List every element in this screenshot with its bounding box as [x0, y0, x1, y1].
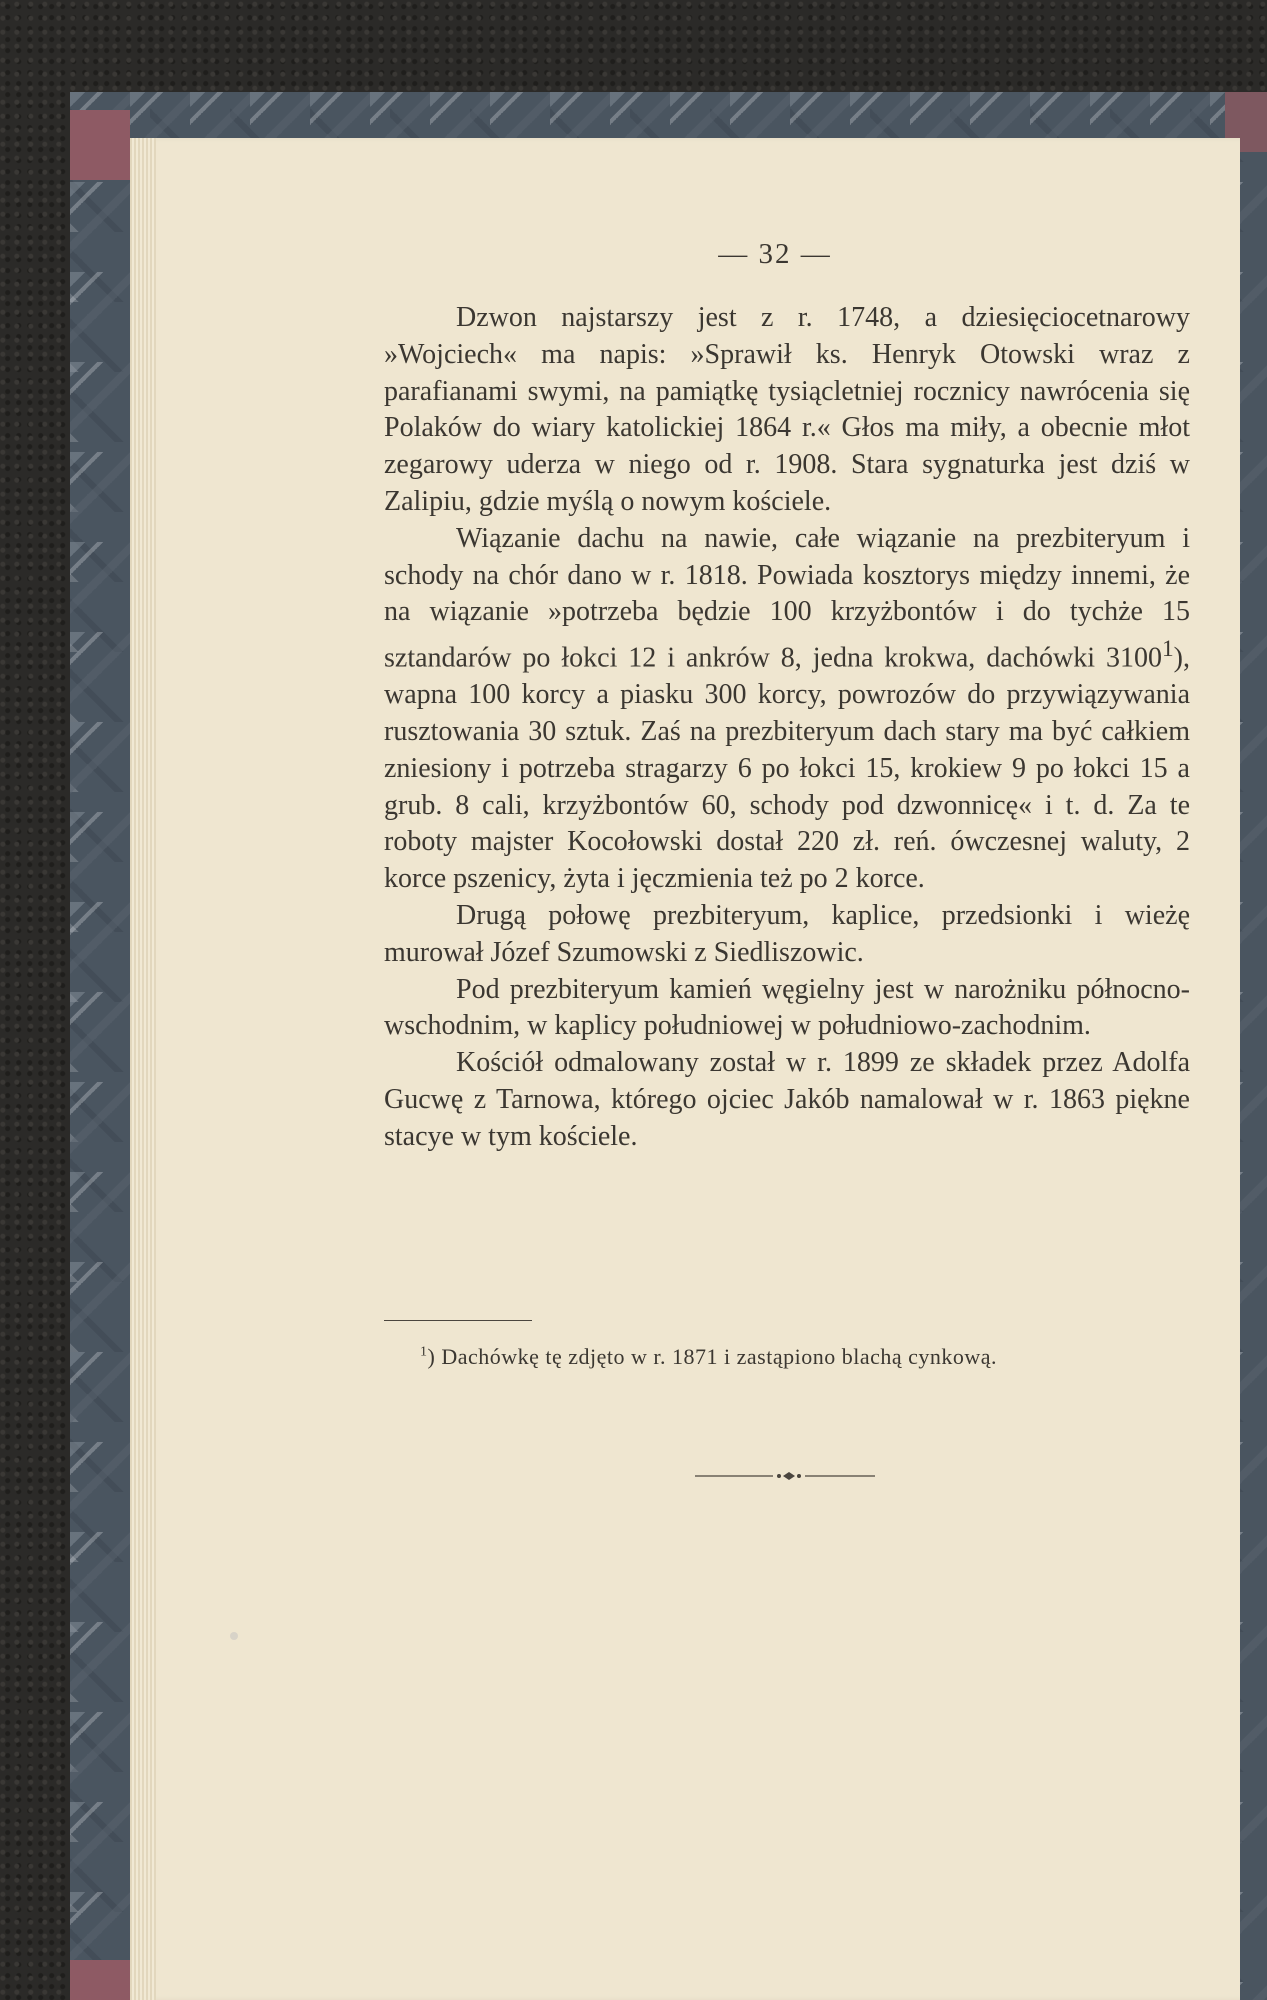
paragraph-2	[384, 521, 1190, 898]
footnote-rule	[384, 1320, 532, 1321]
footnote-marker	[420, 1345, 428, 1360]
cover-corner-bottom-left	[70, 1960, 130, 2000]
cover-speck	[230, 1632, 238, 1640]
footnote	[420, 1344, 1200, 1370]
paragraph-2-part-2: ), wapna 100 korcy a piasku 300 korcy, powrozów do przywiązywania rusztowania 30 sztuk. Zaś na prezbiteryum dach stary ma być całkiem zniesiony i potrzeba stragarzy 6 po łokci 15, krokiew 9 po łokci 15 a grub. 8 cali, krzyżbontów 60, schody pod dzwonnicę« i t. d. Za te roboty majster Kocołowski dostał 220 zł. reń. ówczesnej waluty, 2 korce pszenicy, żyta i jęczmienia też po 2 korce.	[384, 642, 1190, 895]
paragraph-4: Pod prezbiteryum kamień węgielny jest w narożniku północno-wschodnim, w kaplicy południowej w południowo-zachodnim.	[384, 973, 1190, 1042]
page-number: — 32 —	[718, 238, 832, 270]
end-ornament-icon	[695, 1470, 875, 1482]
page-edges	[130, 138, 156, 2000]
footnote-ref	[1162, 636, 1174, 662]
paragraph-1: Dzwon najstarszy jest z r. 1748, a dziesięciocetnarowy »Wojciech« ma napis: »Sprawił ks. Henryk Otowski wraz z parafianami swymi, na pamiątkę tysiącletniej rocznicy nawrócenia się Polaków do wiary katolickiej 1864 r.« Głos ma miły, a obecnie młot zegarowy uderza w niego od r. 1908. Stara sygnaturka jest dziś w Zalipiu, gdzie myślą o nowym kościele.	[384, 302, 1190, 517]
footnote-marker-paren: )	[427, 1344, 436, 1369]
paragraph-2-part-1: Wiązanie dachu na nawie, całe wiązanie na prezbiteryum i schody na chór dano w r. 1818. Powiada kosztorys między innemi, że na wiązanie »potrzeba będzie 100 krzyżbontów i do tychże 15 sztandarów po łokci 12 i ankrów 8, jedna krokwa, dachówki 3100	[384, 522, 1190, 674]
footnote-ref-number: 1	[1162, 636, 1174, 663]
paragraph-3: Drugą połowę prezbiteryum, kaplice, przedsionki i wieżę murował Józef Szumowski z Siedliszowic.	[384, 900, 1190, 968]
footnote-marker-number: 1	[420, 1344, 428, 1360]
cover-corner-top-left	[70, 110, 130, 180]
footnote-text: Dachówkę tę zdjęto w r. 1871 i zastąpiono blachą cynkową.	[435, 1344, 998, 1369]
body-text	[384, 300, 1190, 1156]
paragraph-5: Kościół odmalowany został w r. 1899 ze składek przez Adolfa Gucwę z Tarnowa, którego ojciec Jakób namalował w r. 1863 piękne stacye w tym kościele.	[384, 1047, 1190, 1152]
